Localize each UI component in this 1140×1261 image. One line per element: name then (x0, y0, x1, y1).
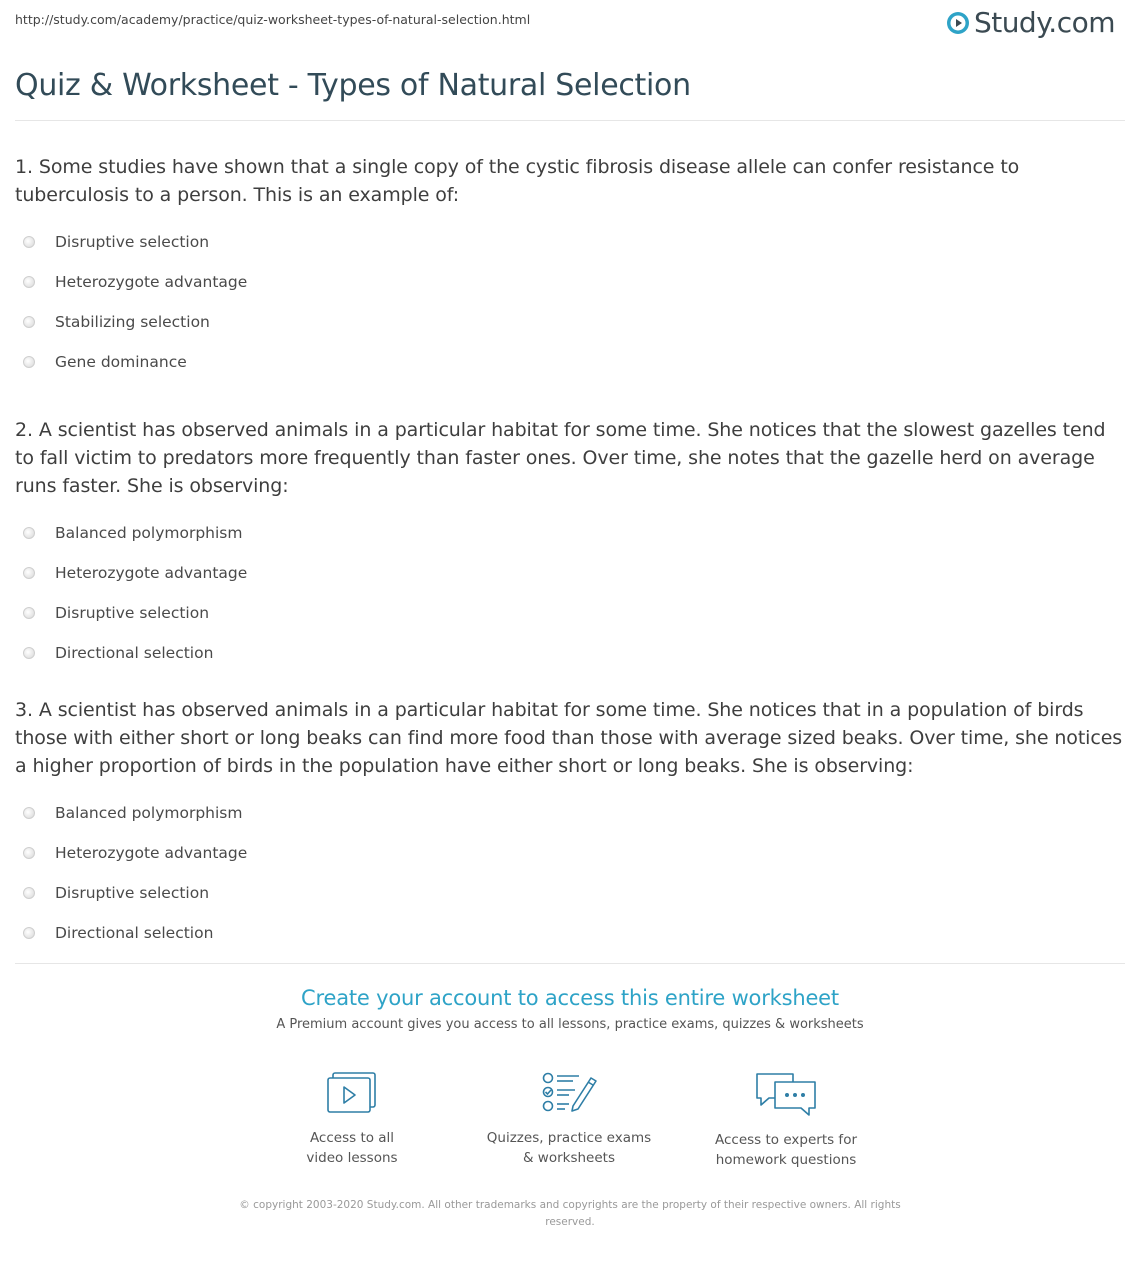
answer-option[interactable] (15, 342, 1125, 382)
radio-icon[interactable] (23, 807, 35, 819)
question-text: 2. A scientist has observed animals in a particular habitat for some time. She notices that the slowest gazelles tend to fall victim to predators more frequently than faster ones. Over time, she notes that the gazelle herd on average runs faster. She is observing: (15, 419, 1106, 497)
option-label: Gene dominance (55, 353, 187, 371)
option-label: Balanced polymorphism (55, 524, 243, 542)
radio-icon[interactable] (23, 887, 35, 899)
option-label: Disruptive selection (55, 884, 210, 902)
answer-option[interactable] (15, 913, 1125, 953)
radio-icon[interactable] (23, 607, 35, 619)
answer-option[interactable] (15, 513, 1125, 553)
play-logo-icon (946, 11, 970, 35)
quiz-checklist-icon (469, 1070, 669, 1116)
answer-option[interactable] (15, 873, 1125, 913)
feature-experts (686, 1070, 886, 1170)
premium-description: A Premium account gives you access to all lessons, practice exams, quizzes & worksheets (276, 1017, 864, 1032)
question-text: 3. A scientist has observed animals in a particular habitat for some time. She notices that in a population of birds those with either short or long beaks can find more food than those with average sized beaks. Over time, she notices a higher proportion of birds in the population have either short or long beaks. She is observing: (15, 699, 1123, 777)
answer-option[interactable] (15, 833, 1125, 873)
radio-icon[interactable] (23, 567, 35, 579)
radio-icon[interactable] (23, 316, 35, 328)
question-3 (15, 696, 1125, 976)
study-logo[interactable] (946, 6, 1115, 39)
option-label: Heterozygote advantage (55, 564, 248, 582)
radio-icon[interactable] (23, 847, 35, 859)
feature-label: Access to experts for homework questions (714, 1132, 857, 1168)
section-divider (15, 963, 1125, 964)
option-label: Disruptive selection (55, 233, 210, 251)
radio-icon[interactable] (23, 647, 35, 659)
option-label: Stabilizing selection (55, 313, 210, 331)
title-divider (15, 120, 1125, 121)
radio-icon[interactable] (23, 927, 35, 939)
top-bar (0, 0, 1140, 48)
radio-icon[interactable] (23, 356, 35, 368)
option-label: Heterozygote advantage (55, 844, 248, 862)
answer-option[interactable] (15, 553, 1125, 593)
question-1 (15, 153, 1125, 416)
answer-option[interactable] (15, 222, 1125, 262)
logo-text: Study.com (973, 6, 1115, 39)
answer-options (15, 793, 1125, 953)
feature-quizzes (469, 1070, 669, 1168)
question-list (15, 153, 1125, 976)
option-label: Directional selection (55, 644, 214, 662)
option-label: Balanced polymorphism (55, 804, 243, 822)
question-text: 1. Some studies have shown that a single copy of the cystic fibrosis disease allele can confer resistance to tuberculosis to a person. This is an example of: (15, 156, 1020, 206)
answer-options (15, 222, 1125, 382)
page-url: http://study.com/academy/practice/quiz-worksheet-types-of-natural-selection.html (15, 12, 531, 27)
answer-option[interactable] (15, 793, 1125, 833)
copyright-text: © copyright 2003-2020 Study.com. All other trademarks and copyrights are the property of their respective owners. All rights reserved. (239, 1199, 901, 1228)
answer-option[interactable] (15, 633, 1125, 673)
video-lesson-icon (252, 1070, 452, 1116)
question-2 (15, 416, 1125, 696)
answer-option[interactable] (15, 593, 1125, 633)
answer-options (15, 513, 1125, 673)
create-account-link[interactable]: Create your account to access this entire worksheet (301, 986, 839, 1010)
page-title: Quiz & Worksheet - Types of Natural Selection (15, 68, 691, 103)
option-label: Disruptive selection (55, 604, 210, 622)
feature-label: Access to all video lessons (306, 1130, 398, 1166)
radio-icon[interactable] (23, 276, 35, 288)
feature-video-lessons (252, 1070, 452, 1168)
radio-icon[interactable] (23, 527, 35, 539)
feature-label: Quizzes, practice exams & worksheets (486, 1130, 652, 1166)
chat-bubbles-icon (686, 1070, 886, 1118)
radio-icon[interactable] (23, 236, 35, 248)
answer-option[interactable] (15, 302, 1125, 342)
option-label: Heterozygote advantage (55, 273, 248, 291)
option-label: Directional selection (55, 924, 214, 942)
answer-option[interactable] (15, 262, 1125, 302)
